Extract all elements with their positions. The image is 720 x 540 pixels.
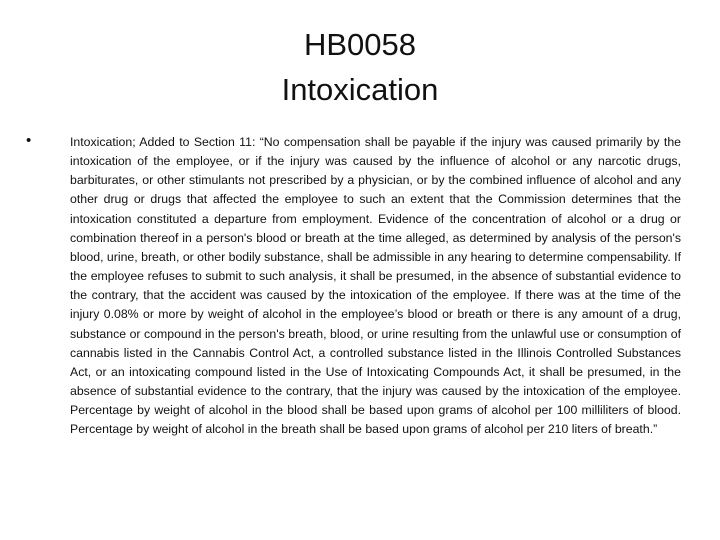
bullet-lead-term: Intoxication [70, 135, 133, 149]
bullet-statute-text: ; Added to Section 11: “No compensation shall be payable if the injury was caused primarily by the intoxication of the employee, or if the injury was caused by the influence of alcohol or any narcotic drugs, barbiturates, or other stimulants not prescribed by a physician, or by the combined influence of alcohol and any other drug or drugs that affected the employee to such an extent that the Commission determines that the intoxication constituted a departure from employment. Evidence of the concentration of alcohol or a drug or combination thereof in a person's blood or breath at the time alleged, as determined by analysis of the person's blood, urine, breath, or other bodily substance, shall be admissible in any hearing to determine compensability. If the employee refuses to submit to such analysis, it shall be presumed, in the absence of substantial evidence to the contrary, that the accident was caused by the intoxication of the employee. If there was at the time of the injury 0.08% or more by weight of alcohol in the employee’s blood or breath or there is any amount of a drug, substance or compound in the person's breath, blood, or urine resulting from the unlawful use or consumption of cannabis listed in the Cannabis Control Act, a controlled substance listed in the Illinois Controlled Substances Act, or an intoxicating compound listed in the Use of Intoxicating Compounds Act, it shall be presumed, in the absence of substantial evidence to the contrary, that the injury was caused by the intoxication of the employee. Percentage by weight of alcohol in the blood shall be based upon grams of alcohol per 100 milliliters of blood. Percentage by weight of alcohol in the breath shall be based upon grams of alcohol per 210 liters of breath.” [70, 135, 681, 437]
title-bill-number: HB0058 [303, 27, 417, 62]
bullet-body-text [70, 133, 681, 440]
bullet-marker: • [26, 132, 32, 149]
title-topic: Intoxication [281, 72, 439, 107]
slide-title [0, 22, 720, 112]
